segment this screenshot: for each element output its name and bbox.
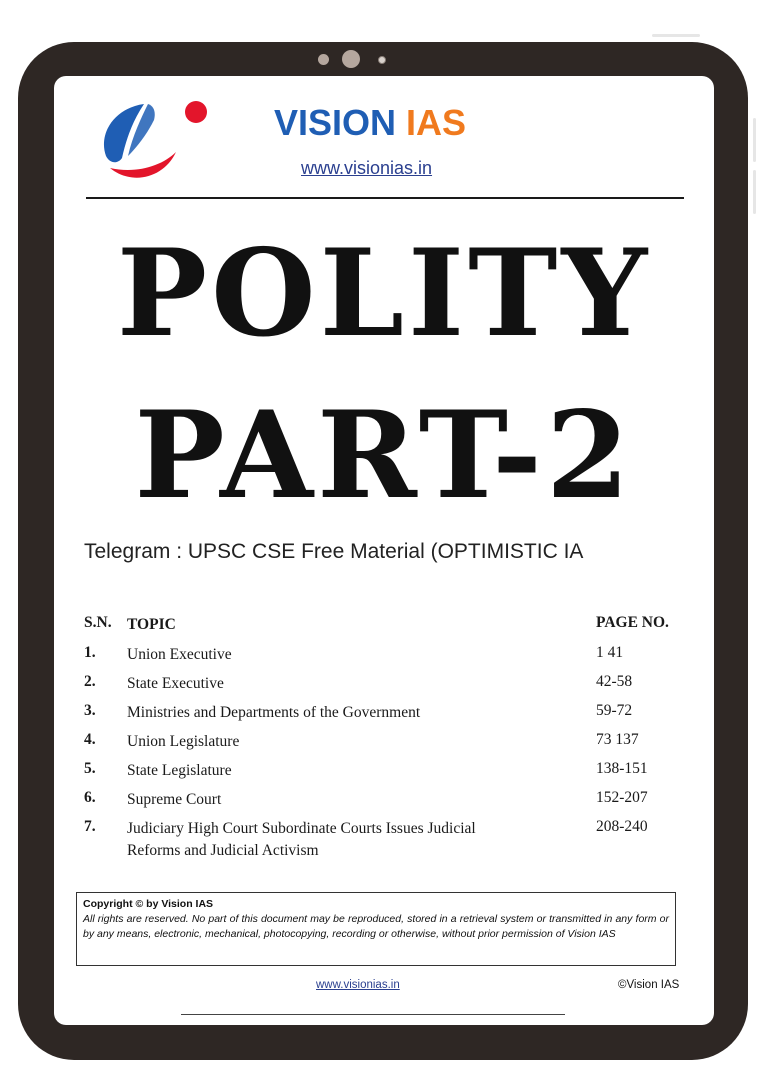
- toc-sn: 4.: [84, 731, 96, 748]
- brand-name: [274, 102, 466, 144]
- toc-header-sn: S.N.: [84, 614, 112, 631]
- toc-page: 42-58: [596, 673, 633, 690]
- side-button-1: [753, 118, 756, 162]
- toc-sn: 6.: [84, 789, 96, 806]
- copyright-box: [76, 892, 676, 966]
- side-button-2: [753, 170, 756, 214]
- brand-vision: VISION: [274, 102, 397, 143]
- toc-page: 73 137: [596, 731, 639, 748]
- sensor-dot-right: [378, 56, 386, 64]
- vision-ias-logo-icon: [92, 94, 212, 184]
- toc-row: [84, 760, 684, 789]
- toc-row: [84, 731, 684, 760]
- brand-ias: IAS: [406, 102, 467, 143]
- footer-copyright: ©Vision IAS: [618, 979, 680, 991]
- copyright-title: Copyright © by Vision IAS: [83, 898, 214, 910]
- title-line-1: POLITY: [116, 223, 652, 364]
- toc-page: 138-151: [596, 760, 648, 777]
- toc-sn: 1.: [84, 644, 96, 661]
- toc-sn: 5.: [84, 760, 96, 777]
- toc-sn: 3.: [84, 702, 96, 719]
- toc-header: [84, 614, 684, 644]
- footer-link[interactable]: www.visionias.in: [316, 979, 400, 991]
- toc-row: [84, 673, 684, 702]
- toc-page: 1 41: [596, 644, 624, 661]
- toc-header-topic: TOPIC: [127, 616, 176, 633]
- toc-topic: State Legislature: [127, 762, 232, 779]
- toc-topic: Supreme Court: [127, 791, 222, 808]
- toc-sn: 2.: [84, 673, 96, 690]
- toc-row: [84, 789, 684, 818]
- toc-topic: Judiciary High Court Subordinate Courts Issues Judicial Reforms and Judicial Activism: [127, 820, 476, 859]
- toc-topic: Union Executive: [127, 646, 232, 663]
- header-divider: [86, 197, 684, 199]
- toc-page: 208-240: [596, 818, 648, 835]
- telegram-note: Telegram : UPSC CSE Free Material (OPTIMISTIC IA: [84, 540, 584, 563]
- top-edge-button: [652, 34, 700, 37]
- camera-icon: [342, 50, 360, 68]
- toc-topic: Union Legislature: [127, 733, 240, 750]
- toc-topic: State Executive: [127, 675, 224, 692]
- toc-header-page: PAGE NO.: [596, 614, 669, 631]
- footer-divider: [181, 1014, 565, 1015]
- title-line-2: PART-2: [134, 385, 634, 526]
- table-of-contents: [84, 614, 684, 868]
- toc-page: 152-207: [596, 789, 648, 806]
- toc-row: [84, 702, 684, 731]
- toc-topic: Ministries and Departments of the Government: [127, 704, 421, 721]
- sensor-dot-left: [318, 54, 329, 65]
- toc-row: [84, 818, 684, 868]
- toc-page: 59-72: [596, 702, 633, 719]
- website-link[interactable]: www.visionias.in: [301, 158, 433, 178]
- copyright-body: All rights are reserved. No part of this document may be reproduced, stored in a retrieval system or transmitted in any form or by any means, electronic, mechanical, photocopying, recording or otherwise, without prior permission of Vision IAS: [83, 913, 669, 940]
- document-page: [54, 76, 714, 1025]
- toc-row: [84, 644, 684, 673]
- toc-sn: 7.: [84, 818, 96, 835]
